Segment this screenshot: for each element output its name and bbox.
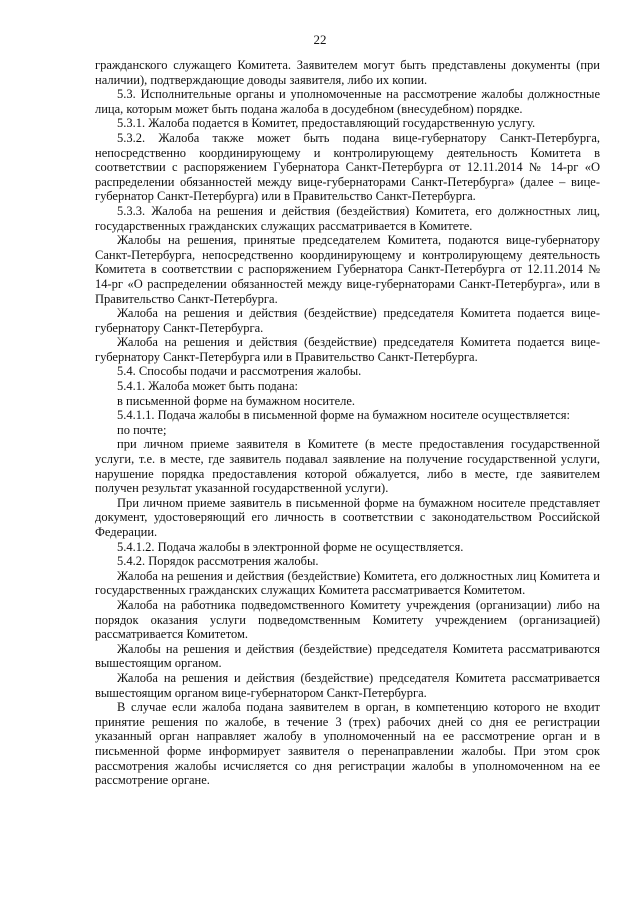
document-body [95, 58, 600, 788]
paragraph: Жалоба на решения и действия (бездействие) Комитета, его должностных лиц Комитета и государственных гражданских служащих Комитета рассматривается Комитетом. [95, 568, 600, 598]
paragraph: При личном приеме заявитель в письменной форме на бумажном носителе представляет документ, удостоверяющий его личность в соответствии с законодательством Российской Федерации. [95, 495, 600, 539]
paragraph: Жалобы на решения, принятые председателем Комитета, подаются вице-губернатору Санкт-Петербурга, непосредственно координирующему и контролирующему деятельность Комитета в соответствии с распоряжением Губернатора Санкт-Петербурга от 12.11.2014 № 14-рг «О распределении обязанностей между вице-губернаторами Санкт-Петербурга», или в Правительство Санкт-Петербурга. [95, 233, 600, 306]
paragraph: Жалоба на решения и действия (бездействие) председателя Комитета подается вице-губернатору Санкт-Петербурга или в Правительство Санкт-Петербурга. [95, 335, 600, 364]
paragraph: в письменной форме на бумажном носителе. [117, 393, 356, 408]
paragraph: Жалоба на решения и действия (бездействие) председателя Комитета рассматривается вышестоящим органом вице-губернатором Санкт-Петербурга. [95, 670, 600, 700]
page-number: 22 [313, 32, 327, 47]
paragraph: 5.4. Способы подачи и рассмотрения жалобы. [117, 364, 362, 379]
paragraph: 5.3.2. Жалоба также может быть подана вице-губернатору Санкт-Петербурга, непосредственно координирующему и контролирующему деятельность Комитета в соответствии с распоряжением Губернатора Санкт-Петербурга от 12.11.2014 № 14-рг «О распределении обязанностей между вице-губернаторами Санкт-Петербурга» (далее – вице- губернатор Санкт-Петербурга) или в Правительство Санкт-Петербурга. [95, 130, 600, 204]
paragraph: Жалобы на решения и действия (бездействие) председателя Комитета рассматриваются вышестоящим органом. [95, 641, 600, 671]
paragraph: 5.4.1.2. Подача жалобы в электронной форме не осуществляется. [117, 539, 464, 554]
paragraph: при личном приеме заявителя в Комитете (в месте предоставления государственной услуги, т.е. в месте, где заявитель подавал заявление на получение государственной услуги, нарушение порядка предоставления которой обжалуется, либо в месте, где заявителем получен результат указанной государственной услуги). [95, 437, 600, 496]
paragraph: по почте; [117, 422, 167, 437]
paragraph: 5.3. Исполнительные органы и уполномоченные на рассмотрение жалобы должностные лица, которым может быть подана жалоба в досудебном (внесудебном) порядке. [95, 87, 600, 116]
paragraph: Жалоба на решения и действия (бездействие) председателя Комитета подается вице-губернатору Санкт-Петербурга. [95, 306, 600, 335]
paragraph: Жалоба на работника подведомственного Комитету учреждения (организации) либо на порядок оказания услуги подведомственным Комитету учреждением (организацией) рассматривается Комитетом. [95, 597, 600, 642]
paragraph: 5.4.1. Жалоба может быть подана: [117, 379, 299, 394]
paragraph: гражданского служащего Комитета. Заявителем могут быть представлены документы (при наличии), подтверждающие доводы заявителя, либо их копии. [95, 58, 600, 87]
paragraph: 5.3.3. Жалоба на решения и действия (бездействия) Комитета, его должностных лиц, государственных гражданских служащих рассматривается в Комитете. [95, 203, 600, 233]
paragraph: 5.4.2. Порядок рассмотрения жалобы. [117, 554, 319, 569]
paragraph: В случае если жалоба подана заявителем в орган, в компетенцию которого не входит принятие решения по жалобе, в течение 3 (трех) рабочих дней со дня ее регистрации указанный орган направляет жалобу в уполномоченный на ее рассмотрение орган и в письменной форме информирует заявителя о перенаправлении жалобы. При этом срок рассмотрения жалобы исчисляется со дня регистрации жалобы в уполномоченном на ее рассмотрение органе. [95, 700, 600, 788]
paragraph: 5.4.1.1. Подача жалобы в письменной форме на бумажном носителе осуществляется: [117, 408, 570, 423]
paragraph: 5.3.1. Жалоба подается в Комитет, предоставляющий государственную услугу. [117, 116, 536, 131]
